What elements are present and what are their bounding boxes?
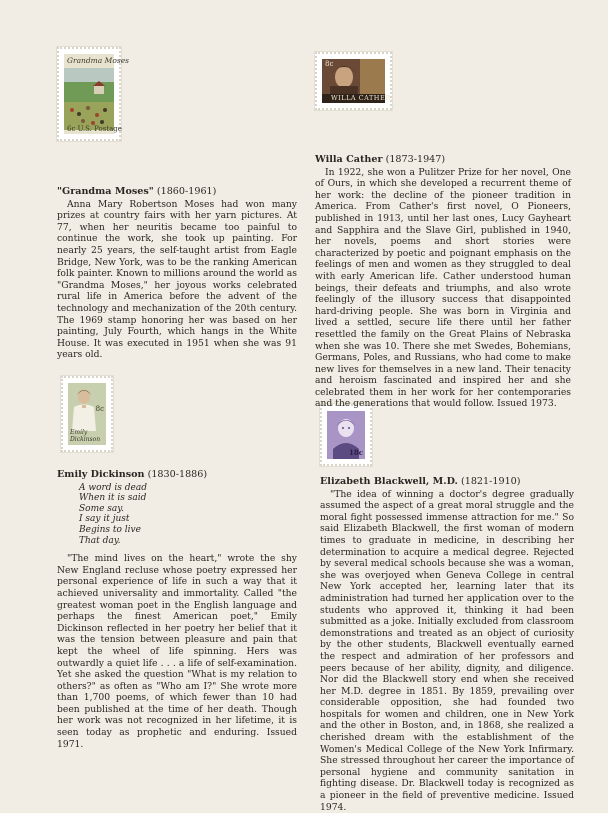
emily-dickinson-dates: (1830-1886)	[147, 469, 208, 480]
elizabeth-blackwell-stamp-value: 18c	[348, 448, 363, 457]
willa-cather-name: Willa Cather	[315, 154, 383, 165]
grandma-moses-dates: (1860-1961)	[156, 186, 217, 197]
poem-line: A word is dead	[79, 482, 147, 493]
emily-dickinson-article	[57, 469, 297, 750]
grandma-moses-stamp-title: Grandma Moses	[67, 56, 129, 65]
grandma-moses-stamp	[57, 47, 129, 141]
elizabeth-blackwell-dates: (1821-1910)	[460, 476, 521, 487]
emily-dickinson-name: Emily Dickinson	[57, 469, 145, 480]
willa-cather-paragraph: In 1922, she won a Pulitzer Prize for her novel, One of Ours, in which she developed a recurrent theme of her work: the decline of the pioneer tradition in America. From Cather's first novel, O Pioneers, published in 1913, until her last ones, Lucy Gayheart and Sapphira and the Slave Girl, published in 1940, her novels, poems and short stories were characterized by poetic and poignant emphasis on the feelings of men and women as they struggled to deal with early American life. Cather understood human beings, their defeats and triumphs, and also wrote feelingly of the illusory success that disappointed hard-driving people. She was born in Virginia and lived a settled, secure life there until her father resettled the family on the Great Plains of Nebraska when she was 10. There she met Swedes, Bohemians, Germans, Poles, and Russians, who had come to make new lives for themselves in a new land. Their tenacity and heroism fascinated and inspired her and she celebrated them in her work for her contemporaries and the generations that would follow. Issued 1973.	[315, 166, 571, 410]
poem-line: That day.	[79, 535, 121, 546]
poem-line: Some say.	[79, 503, 125, 514]
grandma-moses-article	[57, 186, 297, 361]
willa-cather-stamp	[315, 52, 392, 110]
willa-cather-heading	[315, 154, 571, 166]
emily-dickinson-stamp-value: 8c	[95, 405, 104, 413]
emily-dickinson-heading	[57, 469, 297, 481]
emily-dickinson-poem	[79, 483, 297, 547]
grandma-moses-heading	[57, 186, 297, 198]
elizabeth-blackwell-paragraph: "The idea of winning a doctor's degree gradually assumed the aspect of a great moral struggle and the moral fight possessed immense attraction for me." So said Elizabeth Blackwell, the first woman of modern times to graduate in medicine, in describing her determination to acquire a medical degree. Rejected by several medical schools because she was a woman, she was overjoyed when Geneva College in central New York accepted her, learning later that its administration had turned her application over to the students who approved it, thinking it had been submitted as a joke. Initially excluded from classroom demonstrations and treated as an object of curiosity by the other students, Blackwell eventually earned the respect and admiration of her professors and peers because of her ability, dignity, and diligence. Nor did the Blackwell story end when she received her M.D. degree in 1851. By 1859, prevailing over considerable opposition, she had founded two hospitals for women and children, one in New York and the other in Boston, and, in 1868, she realized a cherished dream with the establishment of the Women's Medical College of the New York Infirmary. She stressed throughout her career the importance of personal hygiene and community sanitation in fighting disease. Dr. Blackwell today is recognized as a pioneer in the field of preventive medicine. Issued 1974.	[320, 488, 574, 813]
emily-dickinson-stamp-name: Emily Dickinson	[70, 429, 101, 443]
grandma-moses-stamp-value: 6c U.S. Postage	[67, 125, 122, 133]
willa-cather-dates: (1873-1947)	[385, 154, 446, 165]
emily-dickinson-stamp	[61, 376, 113, 452]
willa-cather-stamp-name: WILLA CATHER	[331, 94, 391, 102]
poem-line: I say it just	[79, 514, 130, 525]
poem-line: When it is said	[79, 493, 147, 504]
poem-line: Begins to live	[79, 524, 141, 535]
willa-cather-article	[315, 154, 571, 410]
elizabeth-blackwell-article	[320, 476, 574, 813]
elizabeth-blackwell-name: Elizabeth Blackwell, M.D.	[320, 476, 458, 487]
elizabeth-blackwell-heading	[320, 476, 574, 488]
grandma-moses-painting	[64, 68, 114, 130]
grandma-moses-paragraph: Anna Mary Robertson Moses had won many prizes at country fairs with her yarn pictures. At 77, when her neuritis became too painful to continue the work, she took up painting. For nearly 25 years, the self-taught artist from Eagle Bridge, New York, was to be the ranking American folk painter. Known to millions around the world as "Grandma Moses," her joyous works celebrated rural life in America before the advent of the technology and mechanization of the 20th century. The 1969 stamp honoring her was based on her painting, July Fourth, which hangs in the White House. It was executed in 1951 when she was 91 years old.	[57, 198, 297, 361]
emily-dickinson-paragraph: "The mind lives on the heart," wrote the shy New England recluse whose poetry expressed her personal experience of life in such a way that it achieved universality and immortality. Called "the greatest woman poet in the English language and perhaps the finest American poet," Emily Dickinson reflected in her poetry her belief that it was the tension between pleasure and pain that kept the wheel of life spinning. Hers was outwardly a quiet life . . . a life of self-examination. Yet she asked the question "What is my relation to others?" as often as "Who am I?" She wrote more than 1,700 poems, of which fewer than 10 had been published at the time of her death. Though her work was not recognized in her lifetime, it is seen today as prophetic and enduring. Issued 1971.	[57, 553, 297, 750]
grandma-moses-name: "Grandma Moses"	[57, 186, 154, 197]
willa-cather-stamp-value: 8c	[325, 60, 334, 68]
elizabeth-blackwell-stamp	[320, 404, 372, 466]
